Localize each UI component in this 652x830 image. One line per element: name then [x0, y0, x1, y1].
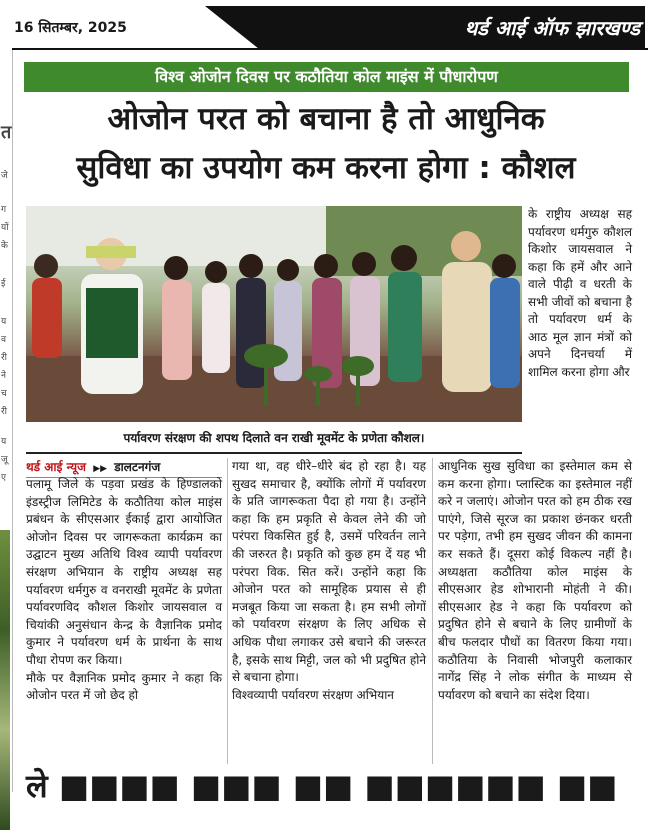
byline-place: डालटनगंज: [114, 460, 161, 474]
column-divider: [432, 458, 433, 764]
photo-caption: पर्यावरण संरक्षण की शपथ दिलाते वन राखी मूवमेंट के प्रणेता कौशल।: [26, 424, 522, 454]
body-column-2: [232, 458, 426, 704]
event-photo: [26, 206, 522, 422]
column-divider: [227, 458, 228, 764]
byline: [26, 458, 222, 478]
next-headline-text: ले ■■■■ ■■■ ■■ ■■■■■■ ■■: [26, 767, 618, 805]
fragment: ने: [1, 371, 6, 381]
double-arrow-icon: ▶▶: [93, 464, 108, 474]
paragraph: गया था, वह धीरे–धीरे बंद हो रहा है। यह सुखद समाचार है, क्योंकि लोगों में पर्यावरण के प्रति जागरूकता पैदा हो गया है। उन्होंने कहा कि हम प्रकृति से केवल लेने की जो परंपरा विकसित हुई है, उसमें परिवर्तन लाने की जरुरत है। प्रकृति को कुछ हम दें यह भी परंपरा विक. सित करें। उन्होंने कहा कि ओजोन परत को सामूहिक प्रयास से ही मजबूत किया जा सकता है। हम सभी लोगों को पर्यावरण संरक्षण के लिए अधिक से अधिक पौधा लगाकर उसे बचाने की जरूरत है, इसके साथ मिट्टी, जल को भी प्रदुषित होने से बचाना होगा।: [232, 459, 426, 685]
body-column-3: [438, 458, 632, 704]
paper-name: थर्ड आई ऑफ झारखण्ड: [464, 16, 640, 40]
fragment: के: [1, 241, 8, 251]
fragment: व: [1, 335, 7, 345]
paragraph: पलामू जिले के पड़वा प्रखंड के हिण्डालको इंडस्ट्रीज लिमिटेड के कठौतिया कोल माइंस प्रबंधन के सीएसआर ईकाई द्वारा आयोजित ओजोन दिवस पर जागरूकता कार्यक्रम का उद्घाटन मुख्य अतिथि विश्व व्यापी पर्यावरण संरक्षण अभियान के राष्ट्रीय अध्यक्ष सह पर्यावरण धर्मगुरु व वनराखी मूवमेंट के प्रणेता पर्यावरणविद कौशल किशोर जायसवाल व चियांकी अनुसंधान केन्द्र के वैज्ञानिक प्रमोद कुमार ने पर्यावरण धर्म के प्रार्थना के साथ पौधा रोपण कर किया।: [26, 477, 222, 667]
byline-source: थर्ड आई न्यूज: [26, 460, 87, 474]
adjacent-photo-edge: [0, 530, 10, 830]
fragment: री: [1, 407, 8, 417]
next-article-headline-cut: [26, 767, 636, 805]
kicker-banner: विश्व ओजोन दिवस पर कठौतिया कोल माइंस में पौधारोपण: [24, 62, 629, 92]
fragment: जू: [1, 455, 8, 465]
fragment: य: [1, 317, 7, 327]
fragment: त: [1, 122, 12, 143]
fragment: य: [1, 437, 7, 447]
headline-line-1: ओजोन परत को बचाना है तो आधुनिक: [107, 101, 545, 137]
fragment: ए: [1, 473, 6, 483]
fragment: जे: [1, 171, 8, 181]
header-rule: [12, 48, 648, 50]
paragraph: मौके पर वैज्ञानिक प्रमोद कुमार ने कहा कि ओजोन परत में जो छेद हो: [26, 670, 222, 703]
body-column-1: [26, 476, 222, 705]
paragraph: विश्वव्यापी पर्यावरण संरक्षण अभियान: [232, 687, 394, 702]
fragment: ग: [1, 205, 7, 215]
fragment: च: [1, 389, 7, 399]
fragment: री: [1, 353, 8, 363]
fragment: ई: [1, 279, 6, 289]
headline-line-2: सुविधा का उपयोग कम करना होगा : कौशल: [76, 150, 576, 186]
adjacent-column-strip: [0, 50, 13, 792]
fragment: यों: [1, 223, 9, 233]
paragraph: आधुनिक सुख सुविधा का इस्तेमाल कम से कम करना होगा। प्लास्टिक का इस्तेमाल नहीं करे न जलाएं। ओजोन परत को हम ठीक रख पाएंगे, जिसे सूरज का प्रकाश छंनकर धरती पर पड़ेगा, तभी हम सुखद जीवन की कामना कर सकते हैं। दूसरा कोई विकल्प नहीं है। अध्यक्षता कठौतिया कोल माइंस के सीएसआर हेड शोभारानी मोहंती ने की। सीएसआर हेड ने कहा कि पर्यावरण को प्रदुषित होने से बचाने के लिए ग्रामीणों के बीच फलदार पौधों का वितरण किया गया। कठौतिया के निवासी भोजपुरी कलाकार नागेंद्र सिंह ने लोक संगीत के माध्यम से पर्यावरण को बचाने का संदेश दिया।: [438, 459, 632, 702]
side-column-text: के राष्ट्रीय अध्यक्ष सह पर्यावरण धर्मगुरु कौशल किशोर जायसवाल ने कहा कि हमें और आने वाले पीढ़ी व धरती के सभी जीवों को बचाना है तो पर्यावरण धर्म के आठ मूल ज्ञान मंत्रों को अपने दिनचर्या में शामिल करना होगा और: [528, 207, 632, 379]
issue-date: 16 सितम्बर, 2025: [14, 20, 127, 36]
